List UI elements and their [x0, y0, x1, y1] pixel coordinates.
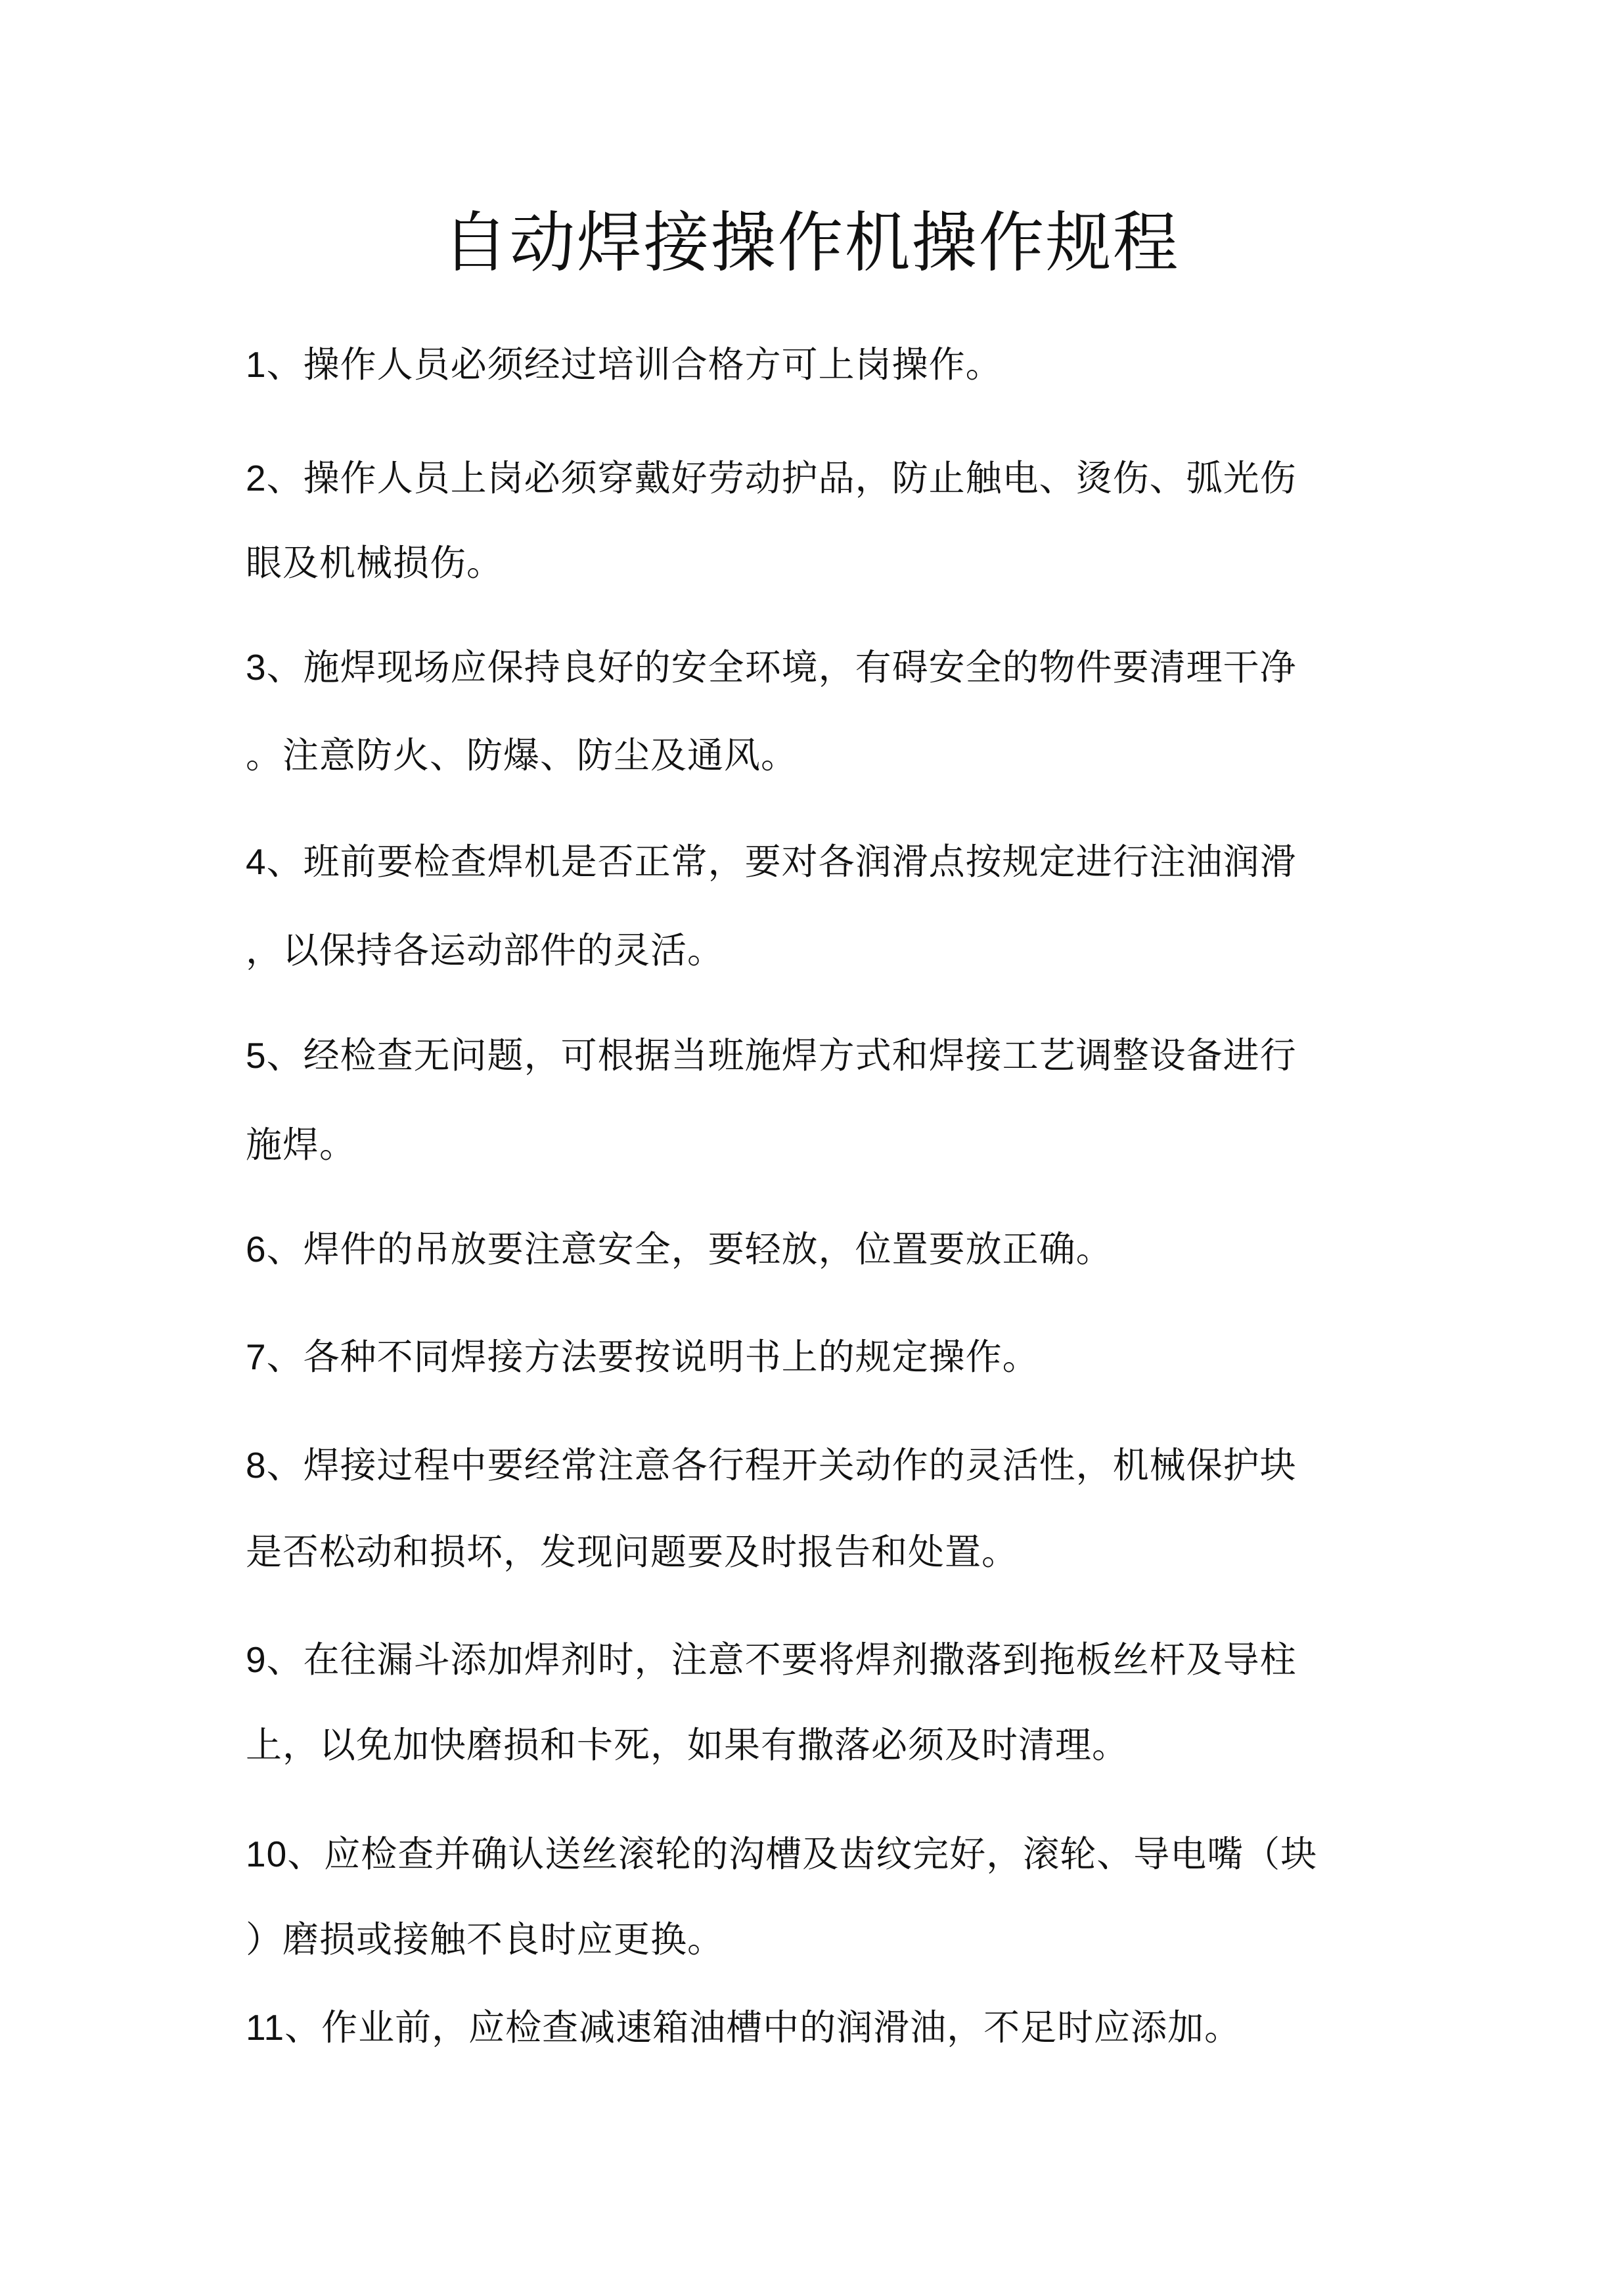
item-text: 、作业前，应检查减速箱油槽中的润滑油，不足时应添加。 [284, 2006, 1242, 2048]
item-number: 8 [246, 1445, 267, 1486]
item-text: 、各种不同焊接方法要按说明书上的规定操作。 [266, 1336, 1039, 1378]
list-item [246, 2001, 1241, 2054]
item-number: 5 [246, 1035, 267, 1076]
item-text: 、应检查并确认送丝滚轮的沟槽及齿纹完好，滚轮、导电嘴（块 [287, 1833, 1318, 1875]
item-continuation: 是否松动和损坏，发现问题要及时报告和处置。 [246, 1531, 1019, 1573]
list-item [246, 1828, 1317, 1880]
item-continuation: 施焊。 [246, 1124, 357, 1166]
item-text: 、施焊现场应保持良好的安全环境，有碍安全的物件要清理干净 [266, 646, 1297, 688]
list-item [246, 1439, 1297, 1491]
document-title: 自动焊接操作机操作规程 [442, 204, 1180, 281]
list-item [246, 835, 1297, 888]
item-number: 1 [246, 344, 267, 385]
item-text: 、班前要检查焊机是否正常，要对各润滑点按规定进行注油润滑 [266, 841, 1297, 883]
list-item [246, 452, 1297, 504]
item-number: 4 [246, 841, 267, 882]
item-continuation: ，以保持各运动部件的灵活。 [246, 929, 725, 971]
item-text: 、经检查无问题，可根据当班施焊方式和焊接工艺调整设备进行 [266, 1034, 1297, 1076]
list-item [246, 338, 1002, 391]
item-continuation: ）磨损或接触不良时应更换。 [246, 1918, 725, 1960]
item-text: 、焊件的吊放要注意安全，要轻放，位置要放正确。 [266, 1228, 1113, 1270]
list-item [246, 1029, 1297, 1082]
item-number: 9 [246, 1639, 267, 1680]
item-text: 、焊接过程中要经常注意各行程开关动作的灵活性，机械保护块 [266, 1444, 1297, 1486]
item-number: 11 [246, 2007, 285, 2048]
item-text: 、操作人员上岗必须穿戴好劳动护品，防止触电、烫伤、弧光伤 [266, 457, 1297, 499]
item-continuation: 。注意防火、防爆、防尘及通风。 [246, 734, 798, 776]
list-item [246, 641, 1297, 694]
item-text: 、在往漏斗添加焊剂时，注意不要将焊剂撒落到拖板丝杆及导柱 [266, 1639, 1297, 1681]
list-item [246, 1331, 1039, 1383]
item-continuation: 上，以免加快磨损和卡死，如果有撒落必须及时清理。 [246, 1724, 1129, 1766]
item-number: 3 [246, 647, 267, 688]
item-number: 7 [246, 1336, 267, 1377]
item-text: 、操作人员必须经过培训合格方可上岗操作。 [266, 343, 1002, 386]
item-continuation: 眼及机械损伤。 [246, 542, 504, 584]
item-number: 6 [246, 1229, 267, 1269]
list-item [246, 1633, 1297, 1686]
item-number: 10 [246, 1834, 288, 1874]
list-item [246, 1223, 1113, 1275]
item-number: 2 [246, 458, 267, 498]
